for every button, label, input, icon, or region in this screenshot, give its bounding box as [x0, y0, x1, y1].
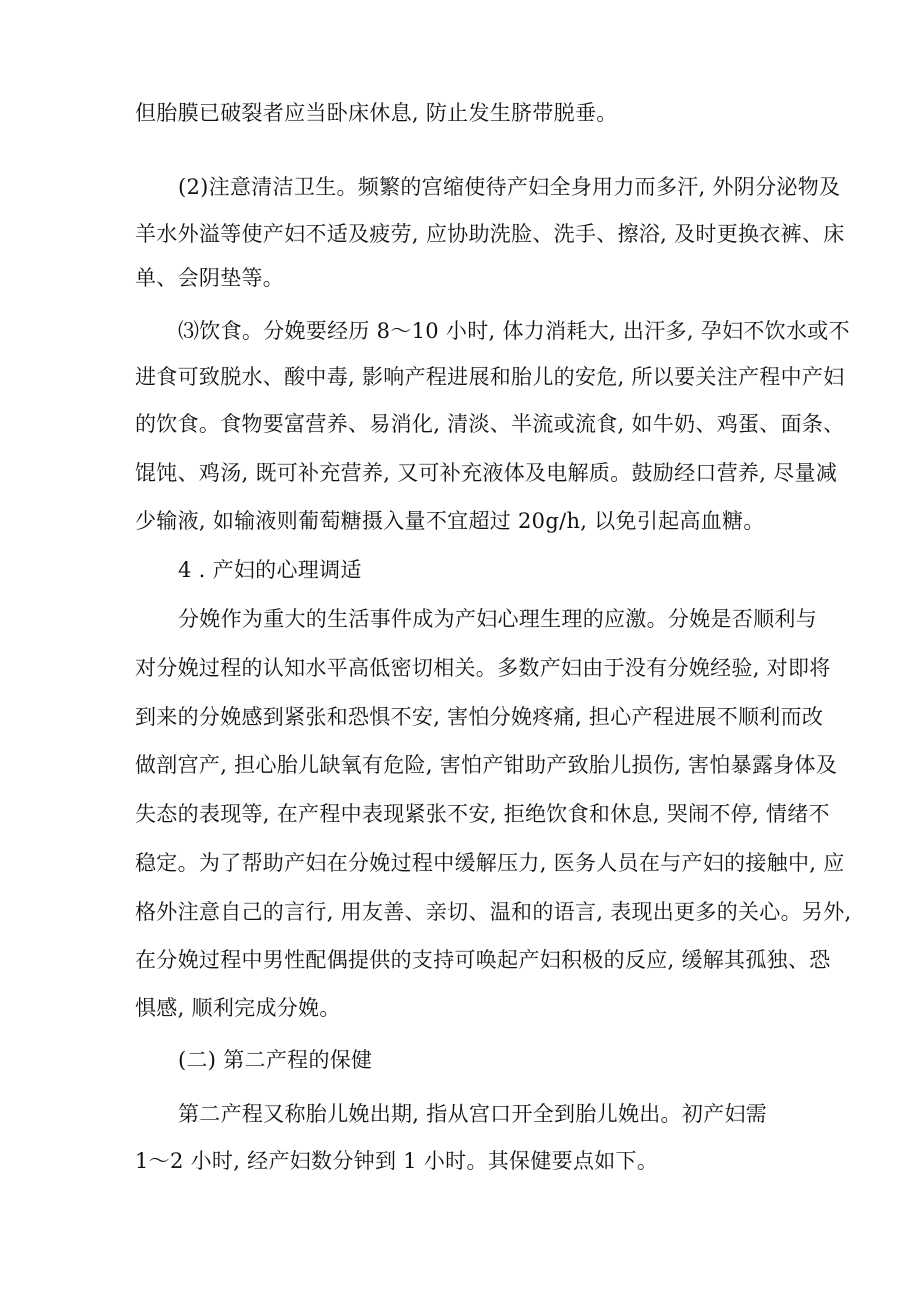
text-line: 单、会阴垫等。 — [135, 266, 285, 290]
text-line: 失态的表现等, 在产程中表现紧张不安, 拒绝饮食和休息, 哭闹不停, 情绪不 — [135, 802, 830, 826]
text-line: 但胎膜已破裂者应当卧床休息, 防止发生脐带脱垂。 — [135, 101, 618, 125]
text-line: 格外注意自己的言行, 用友善、亲切、温和的语言, 表现出更多的关心。另外, — [135, 900, 852, 924]
text-line: 分娩作为重大的生活事件成为产妇心理生理的应激。分娩是否顺利与 — [178, 607, 817, 631]
text-line: 在分娩过程中男性配偶提供的支持可唤起产妇积极的反应, 缓解其孤独、恐 — [135, 948, 831, 972]
text-line: (2)注意清洁卫生。频繁的宫缩使待产妇全身用力而多汗, 外阴分泌物及 — [178, 175, 841, 199]
text-line: ⑶饮食。分娩要经历 8～10 小时, 体力消耗大, 出汗多, 孕妇不饮水或不 — [178, 319, 850, 343]
text-line: 1～2 小时, 经产妇数分钟到 1 小时。其保健要点如下。 — [135, 1149, 659, 1173]
text-line: 的饮食。食物要富营养、易消化, 清淡、半流或流食, 如牛奶、鸡蛋、面条、 — [135, 412, 845, 436]
text-line: 少输液, 如输液则葡萄糖摄入量不宜超过 20g∕h, 以免引起高血糖。 — [135, 509, 765, 533]
section-heading: (二) 第二产程的保健 — [178, 1048, 373, 1072]
text-line: 第二产程又称胎儿娩出期, 指从宫口开全到胎儿娩出。初产妇需 — [178, 1102, 768, 1126]
text-line: 稳定。为了帮助产妇在分娩过程中缓解压力, 医务人员在与产妇的接触中, 应 — [135, 851, 845, 875]
text-line: 惧感, 顺利完成分娩。 — [135, 996, 341, 1020]
text-line: 对分娩过程的认知水平高低密切相关。多数产妇由于没有分娩经验, 对即将 — [135, 656, 831, 680]
text-line: 进食可致脱水、酸中毒, 影响产程进展和胎儿的安危, 所以要关注产程中产妇 — [135, 365, 845, 389]
text-line: 到来的分娩感到紧张和恐惧不安, 害怕分娩疼痛, 担心产程进展不顺利而改 — [135, 705, 824, 729]
text-line: 馄饨、鸡汤, 既可补充营养, 又可补充液体及电解质。鼓励经口营养, 尽量减 — [135, 461, 838, 485]
text-line: 羊水外溢等使产妇不适及疲劳, 应协助洗脸、洗手、擦浴, 及时更换衣裤、床 — [135, 222, 845, 246]
section-heading: 4 . 产妇的心理调适 — [178, 558, 362, 582]
text-line: 做剖宫产, 担心胎儿缺氧有危险, 害怕产钳助产致胎儿损伤, 害怕暴露身体及 — [135, 753, 838, 777]
